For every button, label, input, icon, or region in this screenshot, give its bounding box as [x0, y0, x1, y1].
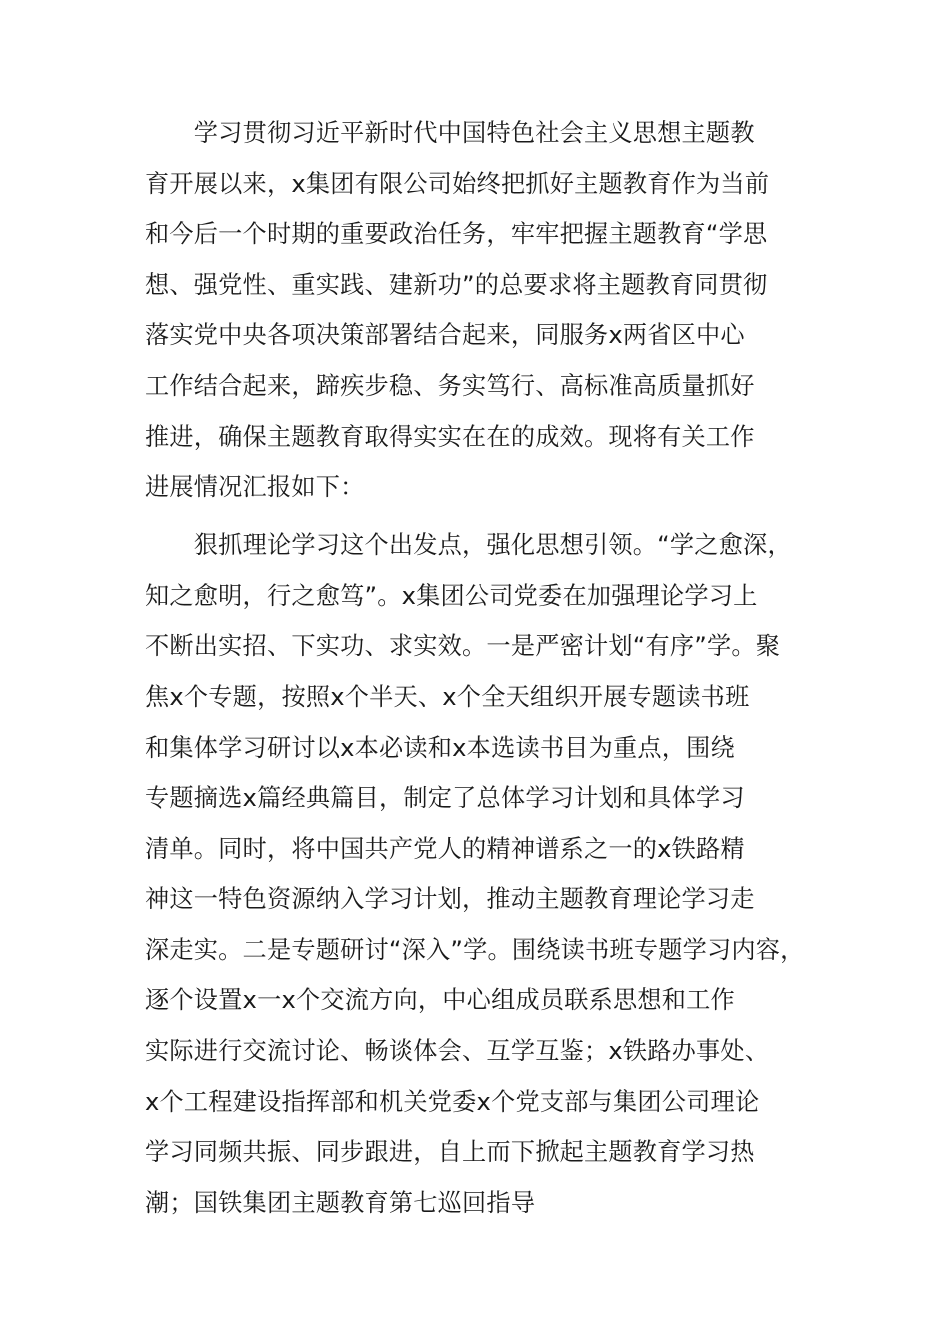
text-line: 潮；国铁集团主题教育第七巡回指导 — [145, 1188, 536, 1217]
text-line: 育开展以来，x集团有限公司始终把抓好主题教育作为当前 — [145, 169, 770, 198]
text-line: 焦x个专题，按照x个半天、x个全天组织开展专题读书班 — [145, 682, 750, 711]
text-line: 专题摘选x篇经典篇目，制定了总体学习计划和具体学习 — [145, 784, 745, 813]
document-page — [145, 0, 807, 1228]
text-line: 清单。同时，将中国共产党人的精神谱系之一的x铁路精 — [145, 834, 745, 863]
text-line: 实际进行交流讨论、畅谈体会、互学互鉴；x铁路办事处、 — [145, 1037, 770, 1066]
text-line: 不断出实招、下实功、求实效。一是严密计划“有序”学。聚 — [145, 632, 781, 661]
text-line: 深走实。二是专题研讨“深入”学。围绕读书班专题学习内容， — [145, 935, 805, 964]
text-line: 学习贯彻习近平新时代中国特色社会主义思想主题教 — [193, 119, 755, 147]
paragraph-intro — [145, 108, 807, 513]
text-line: x个工程建设指挥部和机关党委x个党支部与集团公司理论 — [145, 1087, 760, 1116]
document-body — [145, 0, 807, 1228]
text-line: 和集体学习研讨以x本必读和x本选读书目为重点，围绕 — [145, 733, 735, 762]
text-line: 知之愈明，行之愈笃”。x集团公司党委在加强理论学习上 — [145, 581, 758, 610]
text-line: 神这一特色资源纳入学习计划，推动主题教育理论学习走 — [145, 885, 755, 914]
text-line: 和今后一个时期的重要政治任务，牢牢把握主题教育“学思 — [145, 220, 768, 249]
text-line: 推进，确保主题教育取得实实在在的成效。现将有关工作 — [145, 422, 755, 451]
text-line: 狠抓理论学习这个出发点，强化思想引领。“学之愈深， — [193, 531, 792, 560]
text-line: 逐个设置x一x个交流方向，中心组成员联系思想和工作 — [145, 986, 735, 1015]
text-line: 落实党中央各项决策部署结合起来，同服务x两省区中心 — [145, 321, 745, 350]
text-line: 学习同频共振、同步跟进，自上而下掀起主题教育学习热 — [145, 1138, 755, 1167]
paragraph-theory-study — [145, 520, 807, 1228]
text-line: 想、强党性、重实践、建新功”的总要求将主题教育同贯彻 — [145, 270, 768, 299]
text-line: 进展情况汇报如下： — [145, 473, 365, 502]
text-line: 工作结合起来，蹄疾步稳、务实笃行、高标准高质量抓好 — [145, 371, 755, 400]
